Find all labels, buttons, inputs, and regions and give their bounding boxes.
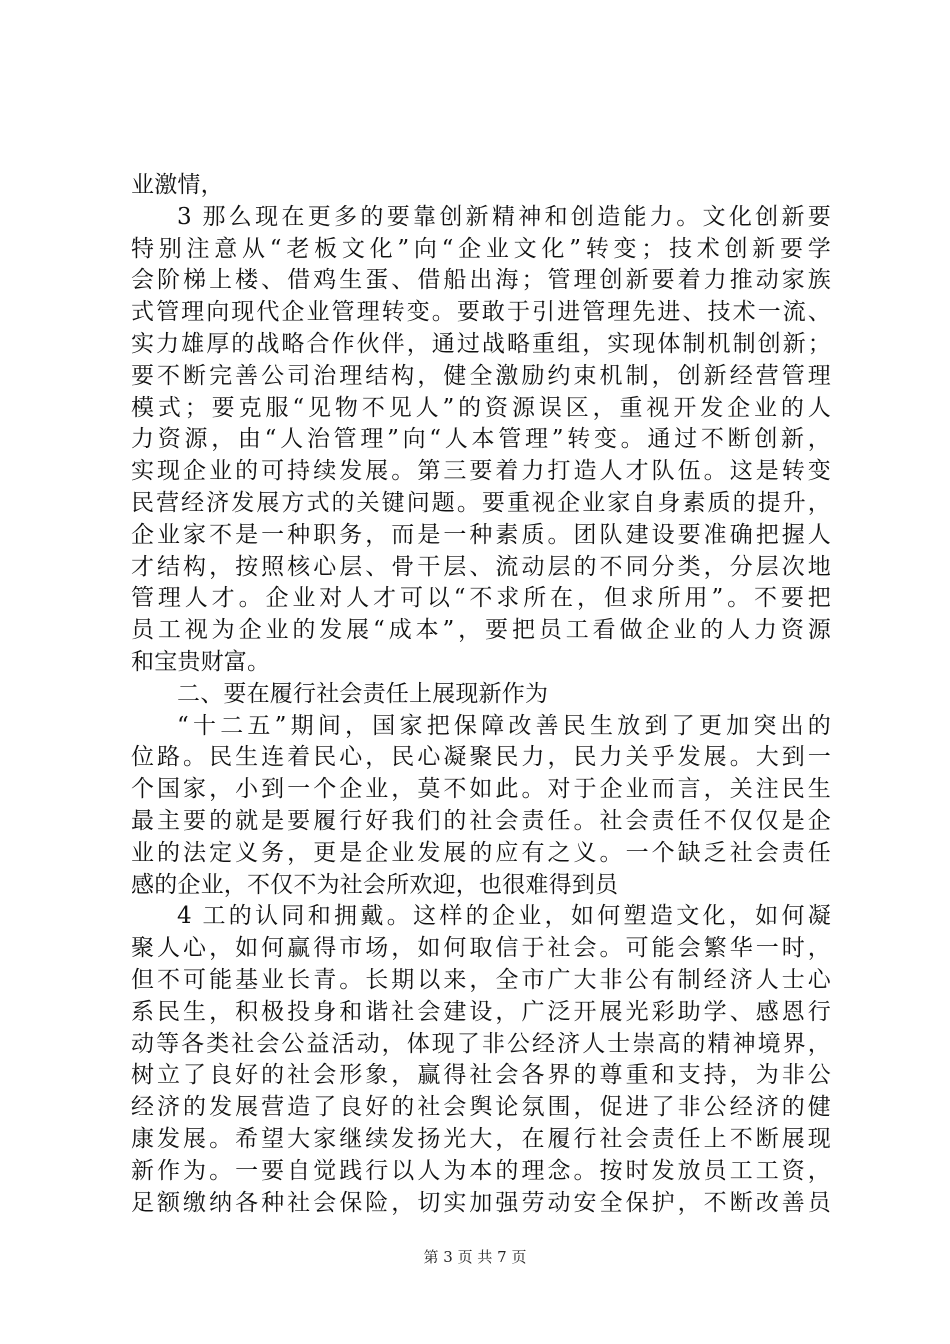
text-line: 动等各类社会公益活动，体现了非公经济人士崇高的精神境界， <box>131 1030 831 1057</box>
text-line: 康发展。希望大家继续发扬光大，在履行社会责任上不断展现 <box>131 1125 831 1152</box>
text-line: 实力雄厚的战略合作伙伴，通过战略重组，实现体制机制创新； <box>131 330 831 357</box>
text-line: 力资源，由“人治管理”向“人本管理”转变。通过不断创新， <box>131 426 831 453</box>
page-number-footer: 第 3 页 共 7 页 <box>423 1248 527 1266</box>
text-line: 最主要的就是要履行好我们的社会责任。社会责任不仅仅是企 <box>131 807 831 834</box>
text-line: 4 工的认同和拥戴。这样的企业，如何塑造文化，如何凝 <box>177 903 831 930</box>
text-line: 和宝贵财富。 <box>131 648 271 675</box>
text-line: 实现企业的可持续发展。第三要着力打造人才队伍。这是转变 <box>131 458 831 485</box>
text-line: 但不可能基业长青。长期以来，全市广大非公有制经济人士心 <box>131 966 831 993</box>
text-line: 二、要在履行社会责任上展现新作为 <box>177 680 549 707</box>
text-line: 员工视为企业的发展“成本”，要把员工看做企业的人力资源 <box>131 617 831 644</box>
text-line: 经济的发展营造了良好的社会舆论氛围，促进了非公经济的健 <box>131 1094 831 1121</box>
text-line: 业的法定义务，更是企业发展的应有之义。一个缺乏社会责任 <box>131 839 831 866</box>
text-line: 民营经济发展方式的关键问题。要重视企业家自身素质的提升， <box>131 489 831 516</box>
text-line: 才结构，按照核心层、骨干层、流动层的不同分类，分层次地 <box>131 553 831 580</box>
text-line: 管理人才。企业对人才可以“不求所在，但求所用”。不要把 <box>131 585 831 612</box>
text-line: 足额缴纳各种社会保险，切实加强劳动安全保护，不断改善员 <box>131 1189 831 1216</box>
text-line: 企业家不是一种职务，而是一种素质。团队建设要准确把握人 <box>131 521 831 548</box>
text-line: 会阶梯上楼、借鸡生蛋、借船出海；管理创新要着力推动家族 <box>131 267 831 294</box>
text-line: 特别注意从“老板文化”向“企业文化”转变；技术创新要学 <box>131 235 831 262</box>
text-line: 模式；要克服“见物不见人”的资源误区，重视开发企业的人 <box>131 394 831 421</box>
text-line: 个国家，小到一个企业，莫不如此。对于企业而言，关注民生 <box>131 776 831 803</box>
text-line: 要不断完善公司治理结构，健全激励约束机制，创新经营管理 <box>131 362 831 389</box>
text-line: 3 那么现在更多的要靠创新精神和创造能力。文化创新要 <box>177 203 831 230</box>
text-line: 系民生，积极投身和谐社会建设，广泛开展光彩助学、感恩行 <box>131 998 831 1025</box>
document-body <box>131 170 831 1219</box>
text-line: 树立了良好的社会形象，赢得社会各界的尊重和支持，为非公 <box>131 1062 831 1089</box>
text-line: “十二五”期间，国家把保障改善民生放到了更加突出的 <box>177 712 831 739</box>
text-line: 聚人心，如何赢得市场，如何取信于社会。可能会繁华一时， <box>131 935 831 962</box>
text-line: 式管理向现代企业管理转变。要敢于引进管理先进、技术一流、 <box>131 299 831 326</box>
text-line: 业激情， <box>131 172 224 198</box>
text-line: 新作为。一要自觉践行以人为本的理念。按时发放员工工资， <box>131 1157 831 1184</box>
text-line: 位路。民生连着民心，民心凝聚民力，民力关乎发展。大到一 <box>131 744 831 771</box>
text-line: 感的企业，不仅不为社会所欢迎，也很难得到员 <box>131 871 619 898</box>
